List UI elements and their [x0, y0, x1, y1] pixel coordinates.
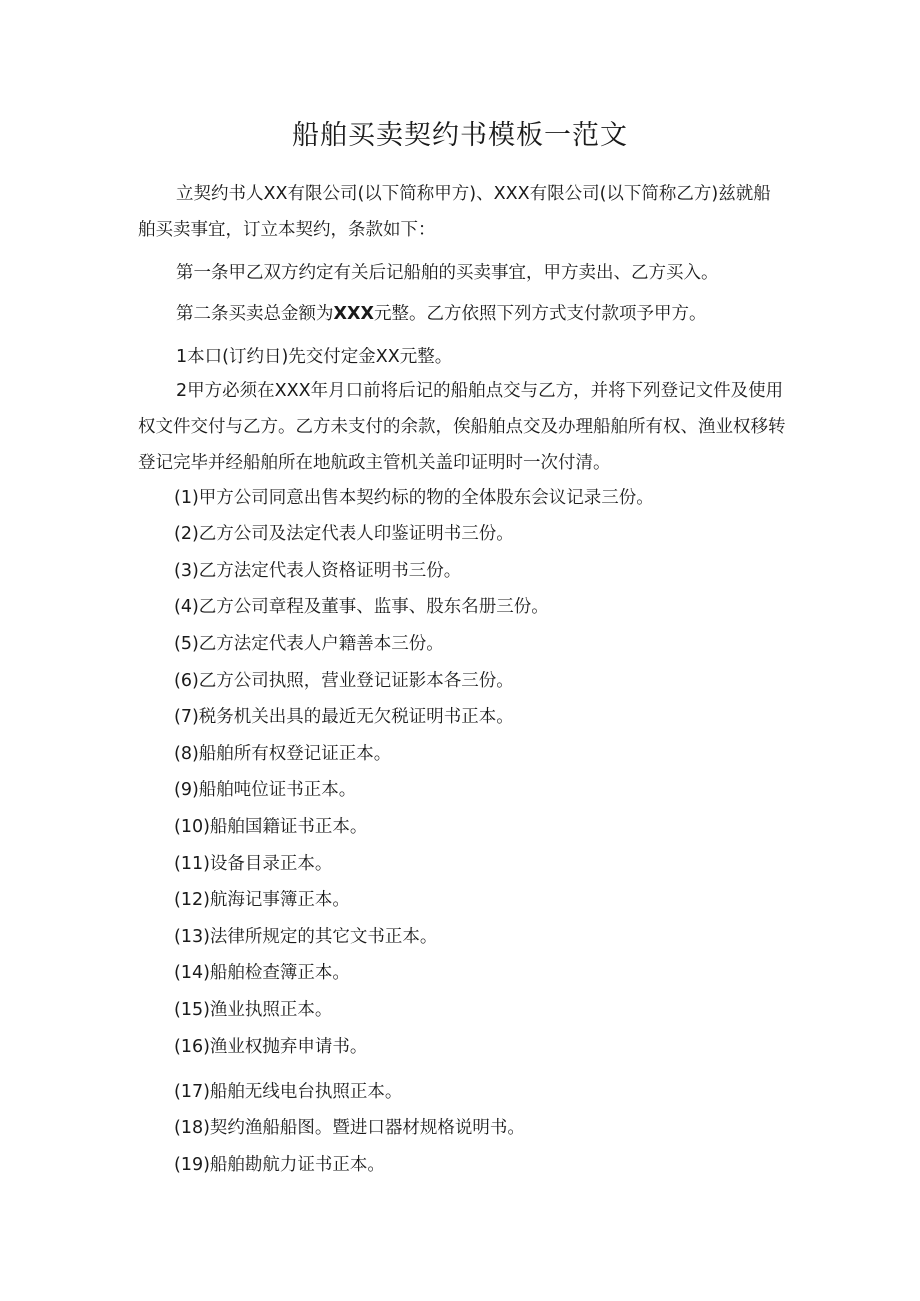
page-title: 船舶买卖契约书模板一范文: [292, 120, 628, 151]
list-item: (7)税务机关出具的最近无欠税证明书正本。: [174, 707, 514, 727]
list-item: (1)甲方公司同意出售本契约标的物的全体股东会议记录三份。: [174, 488, 654, 508]
list-item: (5)乙方法定代表人户籍善本三份。: [174, 634, 444, 654]
list-item: (2)乙方公司及法定代表人印鉴证明书三份。: [174, 524, 514, 544]
intro-paragraph: 立契约书人XX有限公司(以下简称甲方)、XXX有限公司(以下简称乙方)兹就船舶买卖事宜，订立本契约，条款如下：: [138, 184, 771, 240]
list-item: (9)船舶吨位证书正本。: [174, 780, 357, 800]
list-item: (18)契约渔船船图。暨进口器材规格说明书。: [174, 1118, 525, 1138]
list-item: (19)船舶勘航力证书正本。: [174, 1155, 385, 1175]
list-item: (15)渔业执照正本。: [174, 1000, 333, 1020]
list-item: (16)渔业权抛弃申请书。: [174, 1037, 368, 1057]
list-item: (17)船舶无线电台执照正本。: [174, 1082, 403, 1102]
list-item: (8)船舶所有权登记证正本。: [174, 744, 392, 764]
article-1: 第一条甲乙双方约定有关后记船舶的买卖事宜，甲方卖出、乙方买入。: [176, 263, 719, 283]
list-item: (12)航海记事簿正本。: [174, 890, 350, 910]
list-item: (4)乙方公司章程及董事、监事、股东名册三份。: [174, 597, 549, 617]
list-item: (11)设备目录正本。: [174, 854, 333, 874]
list-item: (3)乙方法定代表人资格证明书三份。: [174, 561, 462, 581]
list-item: (10)船舶国籍证书正本。: [174, 817, 368, 837]
payment-clause-1: 1本口(订约日)先交付定金XX元整。: [176, 347, 453, 367]
list-item: (13)法律所规定的其它文书正本。: [174, 927, 438, 947]
article-2-suffix: 元整。乙方依照下列方式支付款项予甲方。: [373, 304, 707, 324]
article-2: [138, 296, 788, 332]
payment-clause-2: 2甲方必须在XXX年月口前将后记的船舶点交与乙方，并将下列登记文件及使用权文件交付与乙方。乙方未支付的余款，俟船舶点交及办理船舶所有权、渔业权移转登记完毕并经船舶所在地航政主管机关盖印证明时一次付清。: [138, 381, 786, 473]
article-2-prefix: 第二条买卖总金额为: [176, 304, 334, 324]
article-2-amount: XXX: [333, 304, 374, 324]
list-item: (14)船舶检查簿正本。: [174, 963, 350, 983]
list-item: (6)乙方公司执照，营业登记证影本各三份。: [174, 671, 514, 691]
